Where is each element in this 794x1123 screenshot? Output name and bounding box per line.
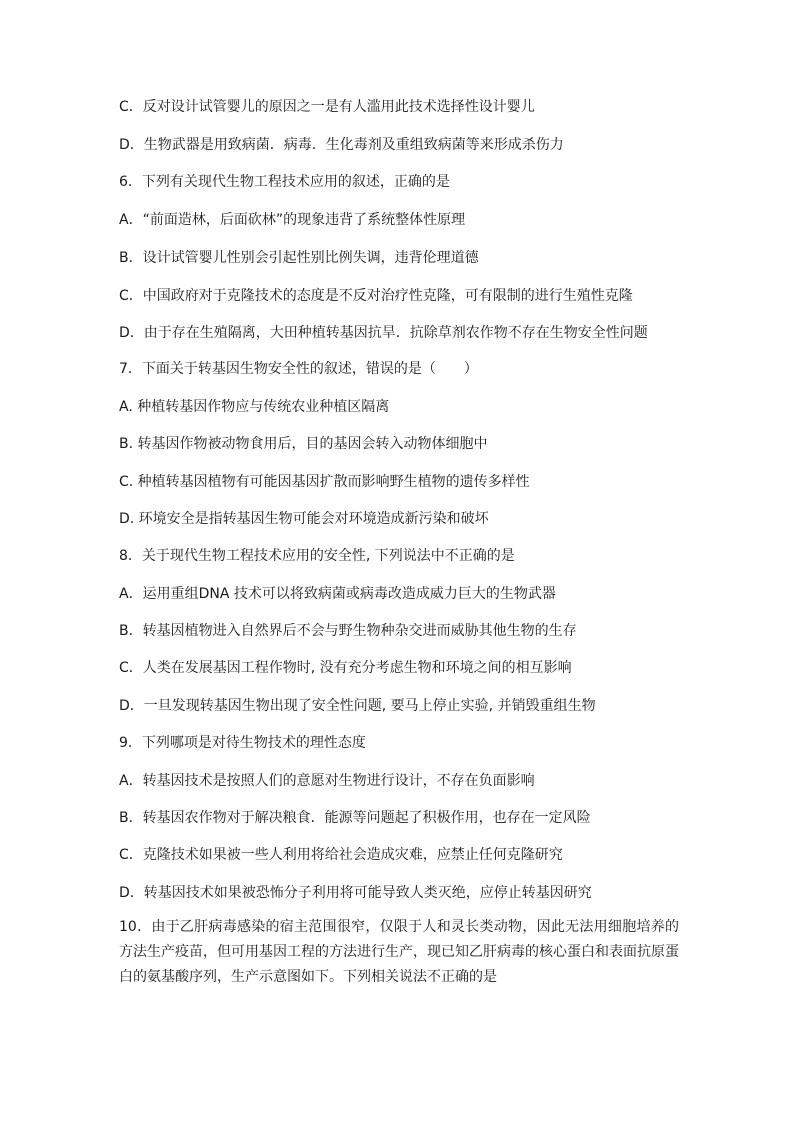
option-8a: A．运用重组DNA 技术可以将致病菌或病毒改造成威力巨大的生物武器 — [119, 586, 556, 602]
option-9c: C．克隆技术如果被一些人利用将给社会造成灾难，应禁止任何克隆研究 — [119, 847, 563, 863]
option-7c: C. 种植转基因植物有可能因基因扩散而影响野生植物的遗传多样性 — [119, 474, 530, 490]
question-9-stem: 9．下列哪项是对待生物技术的理性态度 — [119, 735, 366, 751]
option-6b: B．设计试管婴儿性别会引起性别比例失调，违背伦理道德 — [119, 250, 479, 266]
option-7d: D. 环境安全是指转基因生物可能会对环境造成新污染和破坏 — [119, 511, 489, 527]
option-9d: D．转基因技术如果被恐怖分子利用将可能导致人类灭绝，应停止转基因研究 — [119, 885, 592, 901]
option-5d: D．生物武器是用致病菌．病毒．生化毒剂及重组致病菌等来形成杀伤力 — [119, 137, 564, 153]
question-6-stem: 6．下列有关现代生物工程技术应用的叙述，正确的是 — [119, 174, 450, 190]
option-8d: D．一旦发现转基因生物出现了安全性问题, 要马上停止实验, 并销毁重组生物 — [119, 698, 596, 714]
option-6a: A．“前面造林，后面砍林”的现象违背了系统整体性原理 — [119, 212, 466, 228]
option-9a: A．转基因技术是按照人们的意愿对生物进行设计，不存在负面影响 — [119, 773, 535, 789]
option-5c: C．反对设计试管婴儿的原因之一是有人滥用此技术选择性设计婴儿 — [119, 99, 535, 115]
option-6d: D．由于存在生殖隔离，大田种植转基因抗旱．抗除草剂农作物不存在生物安全性问题 — [119, 325, 648, 341]
question-10-stem: 10．由于乙肝病毒感染的宿主范围很窄，仅限于人和灵长类动物，因此无法用细胞培养的方法生产疫苗，但可用基因工程的方法进行生产，现已知乙肝病毒的核心蛋白和表面抗原蛋白的氨基酸序列，生产示意图如下。下列相关说法不正确的是 — [119, 919, 679, 985]
option-6c: C．中国政府对于克隆技术的态度是不反对治疗性克隆，可有限制的进行生殖性克隆 — [119, 288, 633, 304]
question-8-stem: 8．关于现代生物工程技术应用的安全性, 下列说法中不正确的是 — [119, 548, 515, 564]
option-7b: B. 转基因作物被动物食用后，目的基因会转入动物体细胞中 — [119, 436, 488, 452]
option-8c: C．人类在发展基因工程作物时, 没有充分考虑生物和环境之间的相互影响 — [119, 660, 572, 676]
question-7-stem: 7．下面关于转基因生物安全性的叙述，错误的是（ ） — [119, 361, 478, 377]
option-8b: B．转基因植物进入自然界后不会与野生物种杂交进而威胁其他生物的生存 — [119, 623, 577, 639]
option-7a: A. 种植转基因作物应与传统农业种植区隔离 — [119, 399, 390, 415]
option-9b: B．转基因农作物对于解决粮食．能源等问题起了积极作用，也存在一定风险 — [119, 810, 591, 826]
